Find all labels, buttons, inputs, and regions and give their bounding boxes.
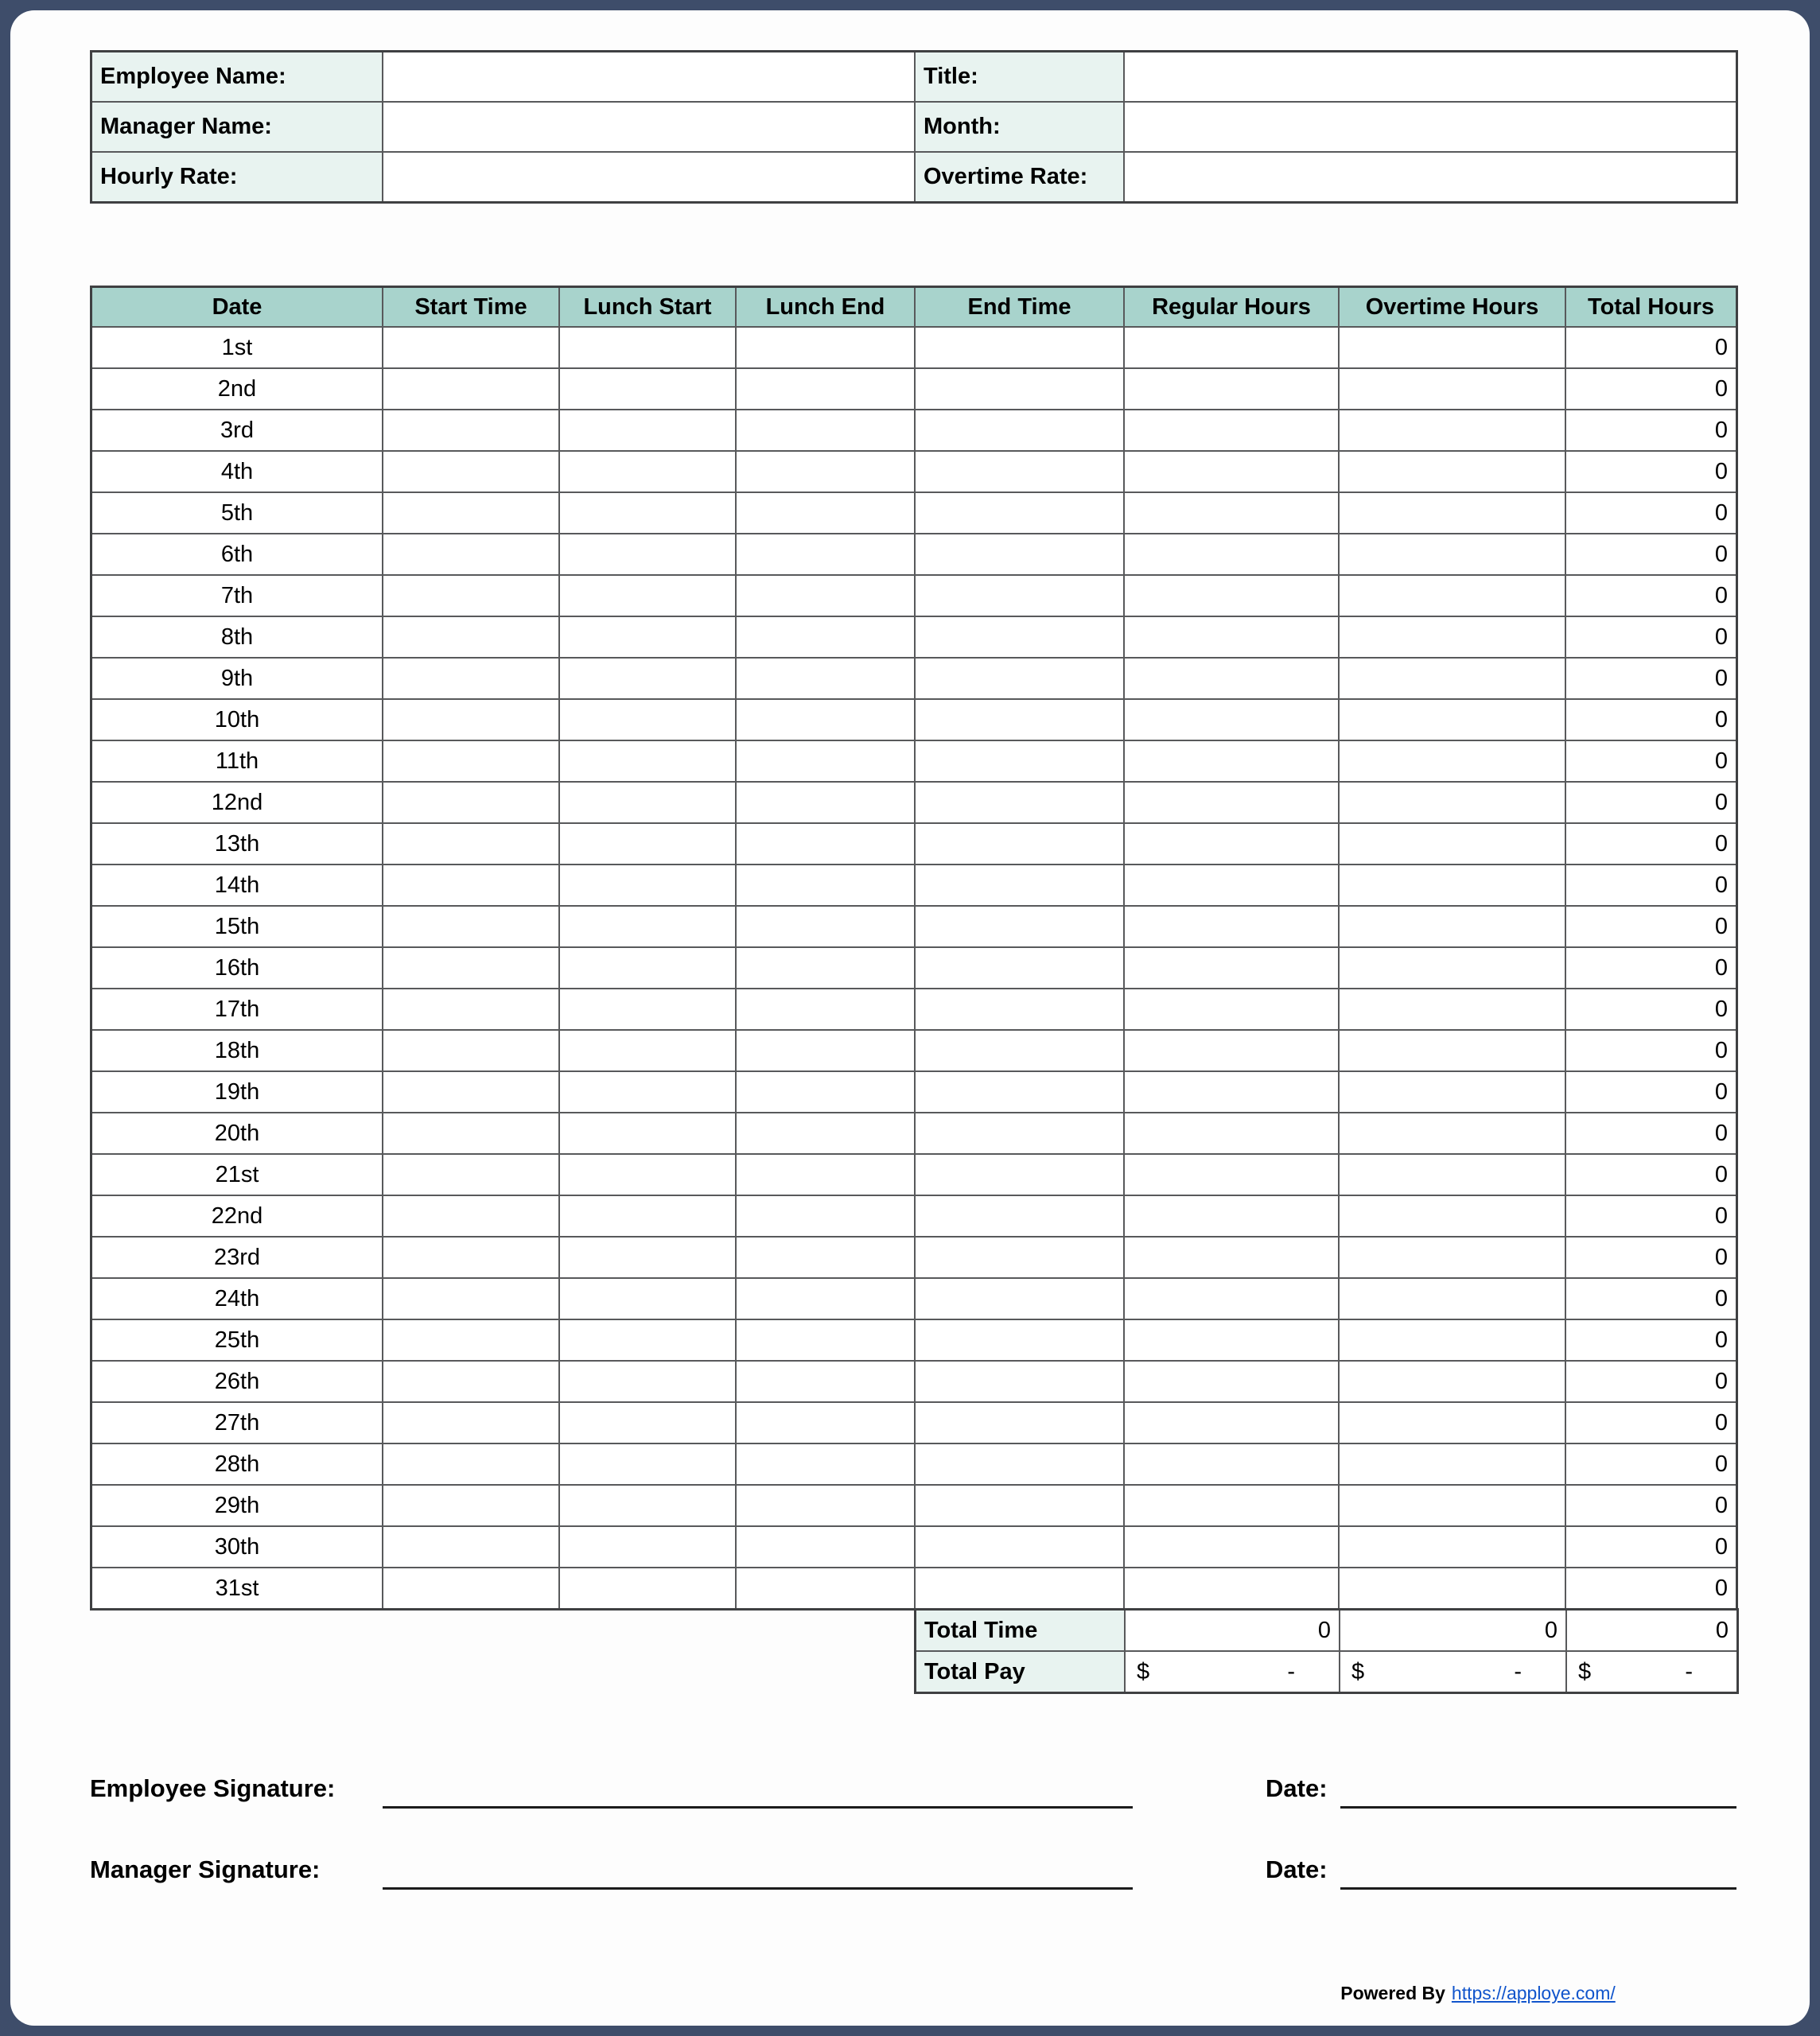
lunch-start-cell[interactable] — [560, 452, 735, 492]
start-time-cell[interactable] — [383, 617, 558, 657]
overtime-hours-cell[interactable] — [1340, 659, 1565, 698]
lunch-end-cell[interactable] — [737, 410, 914, 450]
lunch-end-cell[interactable] — [737, 1527, 914, 1567]
manager-date-line[interactable] — [1340, 1887, 1736, 1890]
regular-hours-cell[interactable] — [1125, 907, 1338, 946]
lunch-end-cell[interactable] — [737, 328, 914, 367]
overtime-hours-cell[interactable] — [1340, 741, 1565, 781]
date-cell: 25th — [92, 1320, 382, 1360]
overtime-hours-cell[interactable] — [1340, 1238, 1565, 1277]
end-time-cell[interactable] — [916, 700, 1123, 740]
regular-hours-cell[interactable] — [1125, 948, 1338, 988]
date-cell: 8th — [92, 617, 382, 657]
total-hours-cell: 0 — [1566, 659, 1736, 698]
lunch-start-cell[interactable] — [560, 1568, 735, 1608]
overtime-hours-cell[interactable] — [1340, 534, 1565, 574]
date-cell: 18th — [92, 1031, 382, 1070]
regular-hours-cell[interactable] — [1125, 369, 1338, 409]
regular-hours-cell[interactable] — [1125, 1362, 1338, 1401]
end-time-cell[interactable] — [916, 493, 1123, 533]
overtime-hours-cell[interactable] — [1340, 576, 1565, 616]
lunch-end-cell[interactable] — [737, 452, 914, 492]
total-hours-cell: 0 — [1566, 1568, 1736, 1608]
total-pay-overtime — [1340, 1652, 1565, 1692]
lunch-end-cell[interactable] — [737, 989, 914, 1029]
regular-hours-cell[interactable] — [1125, 1527, 1338, 1567]
lunch-end-cell[interactable] — [737, 1072, 914, 1112]
start-time-cell[interactable] — [383, 328, 558, 367]
overtime-hours-cell[interactable] — [1340, 989, 1565, 1029]
regular-hours-cell[interactable] — [1125, 617, 1338, 657]
start-time-cell[interactable] — [383, 1403, 558, 1443]
end-time-cell[interactable] — [916, 1527, 1123, 1567]
end-time-cell[interactable] — [916, 1362, 1123, 1401]
total-hours-cell: 0 — [1566, 948, 1736, 988]
total-hours-cell: 0 — [1566, 493, 1736, 533]
end-time-cell[interactable] — [916, 369, 1123, 409]
lunch-start-cell[interactable] — [560, 865, 735, 905]
total-hours-cell: 0 — [1566, 1238, 1736, 1277]
title-value[interactable] — [1125, 52, 1736, 101]
month-value[interactable] — [1125, 103, 1736, 151]
regular-hours-cell[interactable] — [1125, 783, 1338, 822]
month-label: Month: — [916, 103, 1123, 151]
total-pay-regular — [1126, 1652, 1339, 1692]
footer — [1160, 1983, 1796, 2004]
date-cell: 4th — [92, 452, 382, 492]
date-cell: 27th — [92, 1403, 382, 1443]
regular-hours-cell[interactable] — [1125, 1031, 1338, 1070]
start-time-cell[interactable] — [383, 452, 558, 492]
total-hours-cell: 0 — [1566, 1486, 1736, 1525]
end-time-cell[interactable] — [916, 452, 1123, 492]
overtime-hours-cell[interactable] — [1340, 617, 1565, 657]
overtime-hours-cell[interactable] — [1340, 410, 1565, 450]
end-time-cell[interactable] — [916, 1486, 1123, 1525]
end-time-cell[interactable] — [916, 659, 1123, 698]
overtime-hours-cell[interactable] — [1340, 493, 1565, 533]
end-time-cell[interactable] — [916, 328, 1123, 367]
lunch-start-cell[interactable] — [560, 1196, 735, 1236]
column-header-date: Date — [92, 288, 382, 326]
start-time-cell[interactable] — [383, 1196, 558, 1236]
manager-name-value[interactable] — [383, 103, 914, 151]
lunch-start-cell[interactable] — [560, 1072, 735, 1112]
start-time-cell[interactable] — [383, 783, 558, 822]
lunch-start-cell[interactable] — [560, 741, 735, 781]
lunch-start-cell[interactable] — [560, 989, 735, 1029]
date-cell: 26th — [92, 1362, 382, 1401]
regular-hours-cell[interactable] — [1125, 1072, 1338, 1112]
date-cell: 1st — [92, 328, 382, 367]
regular-hours-cell[interactable] — [1125, 410, 1338, 450]
overtime-hours-cell[interactable] — [1340, 783, 1565, 822]
regular-hours-cell[interactable] — [1125, 1196, 1338, 1236]
start-time-cell[interactable] — [383, 410, 558, 450]
regular-hours-cell[interactable] — [1125, 493, 1338, 533]
date-cell: 15th — [92, 907, 382, 946]
total-time-regular-hours: 0 — [1126, 1611, 1339, 1650]
totals-table — [914, 1608, 1739, 1694]
lunch-start-cell[interactable] — [560, 576, 735, 616]
lunch-start-cell[interactable] — [560, 328, 735, 367]
total-pay-regular-amount: - — [1287, 1658, 1295, 1684]
hourly-rate-value[interactable] — [383, 153, 914, 201]
date-cell: 31st — [92, 1568, 382, 1608]
total-hours-cell: 0 — [1566, 1031, 1736, 1070]
lunch-start-cell[interactable] — [560, 1486, 735, 1525]
column-header-lunch-start: Lunch Start — [560, 288, 735, 326]
overtime-hours-cell[interactable] — [1340, 328, 1565, 367]
end-time-cell[interactable] — [916, 1279, 1123, 1319]
end-time-cell[interactable] — [916, 534, 1123, 574]
total-pay-overtime-amount: - — [1514, 1658, 1522, 1684]
regular-hours-cell[interactable] — [1125, 1155, 1338, 1195]
column-header-start-time: Start Time — [383, 288, 558, 326]
overtime-hours-cell[interactable] — [1340, 1444, 1565, 1484]
regular-hours-cell[interactable] — [1125, 576, 1338, 616]
date-cell: 22nd — [92, 1196, 382, 1236]
regular-hours-cell[interactable] — [1125, 1486, 1338, 1525]
lunch-end-cell[interactable] — [737, 907, 914, 946]
total-hours-cell: 0 — [1566, 1279, 1736, 1319]
end-time-cell[interactable] — [916, 1403, 1123, 1443]
end-time-cell[interactable] — [916, 989, 1123, 1029]
overtime-hours-cell[interactable] — [1340, 700, 1565, 740]
total-hours-cell: 0 — [1566, 1527, 1736, 1567]
date-cell: 16th — [92, 948, 382, 988]
end-time-cell[interactable] — [916, 1072, 1123, 1112]
start-time-cell[interactable] — [383, 989, 558, 1029]
lunch-start-cell[interactable] — [560, 1279, 735, 1319]
lunch-start-cell[interactable] — [560, 369, 735, 409]
regular-hours-cell[interactable] — [1125, 452, 1338, 492]
lunch-end-cell[interactable] — [737, 1362, 914, 1401]
lunch-end-cell[interactable] — [737, 1444, 914, 1484]
lunch-end-cell[interactable] — [737, 369, 914, 409]
currency-symbol: $ — [1137, 1658, 1150, 1684]
timesheet-table — [90, 286, 1738, 1611]
start-time-cell[interactable] — [383, 741, 558, 781]
overtime-hours-cell[interactable] — [1340, 1320, 1565, 1360]
lunch-start-cell[interactable] — [560, 783, 735, 822]
lunch-start-cell[interactable] — [560, 617, 735, 657]
lunch-end-cell[interactable] — [737, 1031, 914, 1070]
currency-symbol: $ — [1351, 1658, 1365, 1684]
total-time-label: Total Time — [916, 1611, 1124, 1650]
lunch-start-cell[interactable] — [560, 493, 735, 533]
end-time-cell[interactable] — [916, 907, 1123, 946]
total-hours-cell: 0 — [1566, 989, 1736, 1029]
regular-hours-cell[interactable] — [1125, 1568, 1338, 1608]
overtime-hours-cell[interactable] — [1340, 1196, 1565, 1236]
lunch-start-cell[interactable] — [560, 1403, 735, 1443]
total-hours-cell: 0 — [1566, 1155, 1736, 1195]
regular-hours-cell[interactable] — [1125, 1113, 1338, 1153]
total-pay-total-amount: - — [1685, 1658, 1693, 1684]
start-time-cell[interactable] — [383, 907, 558, 946]
regular-hours-cell[interactable] — [1125, 865, 1338, 905]
date-cell: 28th — [92, 1444, 382, 1484]
overtime-hours-cell[interactable] — [1340, 824, 1565, 864]
end-time-cell[interactable] — [916, 1196, 1123, 1236]
overtime-hours-cell[interactable] — [1340, 865, 1565, 905]
date-cell: 29th — [92, 1486, 382, 1525]
total-time-total-hours: 0 — [1567, 1611, 1736, 1650]
lunch-end-cell[interactable] — [737, 1486, 914, 1525]
date-cell: 17th — [92, 989, 382, 1029]
regular-hours-cell[interactable] — [1125, 1320, 1338, 1360]
total-hours-cell: 0 — [1566, 741, 1736, 781]
lunch-start-cell[interactable] — [560, 1444, 735, 1484]
end-time-cell[interactable] — [916, 1568, 1123, 1608]
lunch-end-cell[interactable] — [737, 700, 914, 740]
overtime-hours-cell[interactable] — [1340, 1486, 1565, 1525]
lunch-start-cell[interactable] — [560, 907, 735, 946]
end-time-cell[interactable] — [916, 576, 1123, 616]
overtime-hours-cell[interactable] — [1340, 1279, 1565, 1319]
total-hours-cell: 0 — [1566, 1072, 1736, 1112]
start-time-cell[interactable] — [383, 1031, 558, 1070]
regular-hours-cell[interactable] — [1125, 1279, 1338, 1319]
end-time-cell[interactable] — [916, 1444, 1123, 1484]
lunch-end-cell[interactable] — [737, 1196, 914, 1236]
lunch-end-cell[interactable] — [737, 1403, 914, 1443]
overtime-hours-cell[interactable] — [1340, 1568, 1565, 1608]
regular-hours-cell[interactable] — [1125, 1403, 1338, 1443]
end-time-cell[interactable] — [916, 1031, 1123, 1070]
manager-name-label: Manager Name: — [92, 103, 382, 151]
lunch-start-cell[interactable] — [560, 824, 735, 864]
column-header-total-hours: Total Hours — [1566, 288, 1736, 326]
start-time-cell[interactable] — [383, 1155, 558, 1195]
start-time-cell[interactable] — [383, 534, 558, 574]
total-hours-cell: 0 — [1566, 865, 1736, 905]
regular-hours-cell[interactable] — [1125, 659, 1338, 698]
lunch-start-cell[interactable] — [560, 948, 735, 988]
total-hours-cell: 0 — [1566, 617, 1736, 657]
date-cell: 24th — [92, 1279, 382, 1319]
regular-hours-cell[interactable] — [1125, 700, 1338, 740]
end-time-cell[interactable] — [916, 948, 1123, 988]
end-time-cell[interactable] — [916, 1113, 1123, 1153]
total-hours-cell: 0 — [1566, 907, 1736, 946]
apploye-link[interactable]: https://apploye.com/ — [1451, 1983, 1616, 2003]
lunch-end-cell[interactable] — [737, 576, 914, 616]
start-time-cell[interactable] — [383, 1486, 558, 1525]
lunch-end-cell[interactable] — [737, 1238, 914, 1277]
end-time-cell[interactable] — [916, 1155, 1123, 1195]
regular-hours-cell[interactable] — [1125, 534, 1338, 574]
date-cell: 14th — [92, 865, 382, 905]
start-time-cell[interactable] — [383, 1113, 558, 1153]
date-cell: 30th — [92, 1527, 382, 1567]
start-time-cell[interactable] — [383, 865, 558, 905]
total-hours-cell: 0 — [1566, 1320, 1736, 1360]
overtime-hours-cell[interactable] — [1340, 948, 1565, 988]
employee-date-line[interactable] — [1340, 1806, 1736, 1809]
date-cell: 10th — [92, 700, 382, 740]
date-cell: 7th — [92, 576, 382, 616]
overtime-hours-cell[interactable] — [1340, 369, 1565, 409]
total-hours-cell: 0 — [1566, 410, 1736, 450]
column-header-end-time: End Time — [916, 288, 1123, 326]
manager-signature-line[interactable] — [383, 1887, 1133, 1890]
start-time-cell[interactable] — [383, 1072, 558, 1112]
date-cell: 19th — [92, 1072, 382, 1112]
employee-info-table — [90, 50, 1738, 204]
lunch-start-cell[interactable] — [560, 1031, 735, 1070]
employee-name-value[interactable] — [383, 52, 914, 101]
date-cell: 21st — [92, 1155, 382, 1195]
lunch-end-cell[interactable] — [737, 948, 914, 988]
start-time-cell[interactable] — [383, 1238, 558, 1277]
total-pay-total — [1567, 1652, 1736, 1692]
start-time-cell[interactable] — [383, 1362, 558, 1401]
total-hours-cell: 0 — [1566, 452, 1736, 492]
start-time-cell[interactable] — [383, 1320, 558, 1360]
total-hours-cell: 0 — [1566, 1444, 1736, 1484]
total-hours-cell: 0 — [1566, 783, 1736, 822]
end-time-cell[interactable] — [916, 741, 1123, 781]
date-cell: 2nd — [92, 369, 382, 409]
column-header-regular-hours: Regular Hours — [1125, 288, 1338, 326]
end-time-cell[interactable] — [916, 1320, 1123, 1360]
employee-date-label: Date: — [1266, 1774, 1328, 1802]
lunch-end-cell[interactable] — [737, 824, 914, 864]
total-hours-cell: 0 — [1566, 824, 1736, 864]
start-time-cell[interactable] — [383, 1444, 558, 1484]
powered-by-text: Powered By — [1340, 1983, 1445, 2003]
total-hours-cell: 0 — [1566, 700, 1736, 740]
lunch-start-cell[interactable] — [560, 1527, 735, 1567]
start-time-cell[interactable] — [383, 1527, 558, 1567]
end-time-cell[interactable] — [916, 783, 1123, 822]
lunch-start-cell[interactable] — [560, 410, 735, 450]
lunch-end-cell[interactable] — [737, 659, 914, 698]
start-time-cell[interactable] — [383, 369, 558, 409]
lunch-end-cell[interactable] — [737, 1113, 914, 1153]
lunch-start-cell[interactable] — [560, 1238, 735, 1277]
currency-symbol: $ — [1578, 1658, 1592, 1684]
total-hours-cell: 0 — [1566, 1196, 1736, 1236]
date-cell: 3rd — [92, 410, 382, 450]
start-time-cell[interactable] — [383, 1568, 558, 1608]
start-time-cell[interactable] — [383, 824, 558, 864]
title-label: Title: — [916, 52, 1123, 101]
date-cell: 11th — [92, 741, 382, 781]
total-hours-cell: 0 — [1566, 576, 1736, 616]
overtime-hours-cell[interactable] — [1340, 1403, 1565, 1443]
lunch-start-cell[interactable] — [560, 1362, 735, 1401]
overtime-hours-cell[interactable] — [1340, 1362, 1565, 1401]
overtime-rate-value[interactable] — [1125, 153, 1736, 201]
paper — [10, 10, 1810, 2026]
date-cell: 13th — [92, 824, 382, 864]
employee-signature-label: Employee Signature: — [90, 1774, 336, 1802]
end-time-cell[interactable] — [916, 824, 1123, 864]
lunch-end-cell[interactable] — [737, 534, 914, 574]
regular-hours-cell[interactable] — [1125, 328, 1338, 367]
overtime-hours-cell[interactable] — [1340, 907, 1565, 946]
total-hours-cell: 0 — [1566, 1403, 1736, 1443]
lunch-end-cell[interactable] — [737, 617, 914, 657]
start-time-cell[interactable] — [383, 700, 558, 740]
total-hours-cell: 0 — [1566, 1362, 1736, 1401]
lunch-end-cell[interactable] — [737, 1320, 914, 1360]
date-cell: 23rd — [92, 1238, 382, 1277]
regular-hours-cell[interactable] — [1125, 741, 1338, 781]
employee-name-label: Employee Name: — [92, 52, 382, 101]
lunch-start-cell[interactable] — [560, 700, 735, 740]
manager-signature-label: Manager Signature: — [90, 1855, 321, 1883]
total-hours-cell: 0 — [1566, 328, 1736, 367]
end-time-cell[interactable] — [916, 617, 1123, 657]
lunch-start-cell[interactable] — [560, 1113, 735, 1153]
start-time-cell[interactable] — [383, 576, 558, 616]
regular-hours-cell[interactable] — [1125, 1444, 1338, 1484]
overtime-hours-cell[interactable] — [1340, 1113, 1565, 1153]
lunch-end-cell[interactable] — [737, 1279, 914, 1319]
lunch-end-cell[interactable] — [737, 783, 914, 822]
lunch-end-cell[interactable] — [737, 1155, 914, 1195]
total-hours-cell: 0 — [1566, 1113, 1736, 1153]
manager-date-label: Date: — [1266, 1855, 1328, 1883]
total-hours-cell: 0 — [1566, 534, 1736, 574]
start-time-cell[interactable] — [383, 1279, 558, 1319]
date-cell: 20th — [92, 1113, 382, 1153]
regular-hours-cell[interactable] — [1125, 1238, 1338, 1277]
start-time-cell[interactable] — [383, 493, 558, 533]
regular-hours-cell[interactable] — [1125, 989, 1338, 1029]
lunch-end-cell[interactable] — [737, 493, 914, 533]
overtime-hours-cell[interactable] — [1340, 1527, 1565, 1567]
lunch-start-cell[interactable] — [560, 659, 735, 698]
total-pay-label: Total Pay — [916, 1652, 1124, 1692]
overtime-rate-label: Overtime Rate: — [916, 153, 1123, 201]
total-time-overtime-hours: 0 — [1340, 1611, 1565, 1650]
lunch-start-cell[interactable] — [560, 534, 735, 574]
regular-hours-cell[interactable] — [1125, 824, 1338, 864]
overtime-hours-cell[interactable] — [1340, 1031, 1565, 1070]
overtime-hours-cell[interactable] — [1340, 1072, 1565, 1112]
lunch-end-cell[interactable] — [737, 865, 914, 905]
date-cell: 12nd — [92, 783, 382, 822]
column-header-overtime-hours: Overtime Hours — [1340, 288, 1565, 326]
overtime-hours-cell[interactable] — [1340, 452, 1565, 492]
start-time-cell[interactable] — [383, 659, 558, 698]
date-cell: 9th — [92, 659, 382, 698]
end-time-cell[interactable] — [916, 410, 1123, 450]
end-time-cell[interactable] — [916, 865, 1123, 905]
date-cell: 6th — [92, 534, 382, 574]
hourly-rate-label: Hourly Rate: — [92, 153, 382, 201]
lunch-start-cell[interactable] — [560, 1155, 735, 1195]
total-hours-cell: 0 — [1566, 369, 1736, 409]
lunch-end-cell[interactable] — [737, 741, 914, 781]
overtime-hours-cell[interactable] — [1340, 1155, 1565, 1195]
column-header-lunch-end: Lunch End — [737, 288, 914, 326]
end-time-cell[interactable] — [916, 1238, 1123, 1277]
lunch-end-cell[interactable] — [737, 1568, 914, 1608]
employee-signature-line[interactable] — [383, 1806, 1133, 1809]
lunch-start-cell[interactable] — [560, 1320, 735, 1360]
date-cell: 5th — [92, 493, 382, 533]
start-time-cell[interactable] — [383, 948, 558, 988]
